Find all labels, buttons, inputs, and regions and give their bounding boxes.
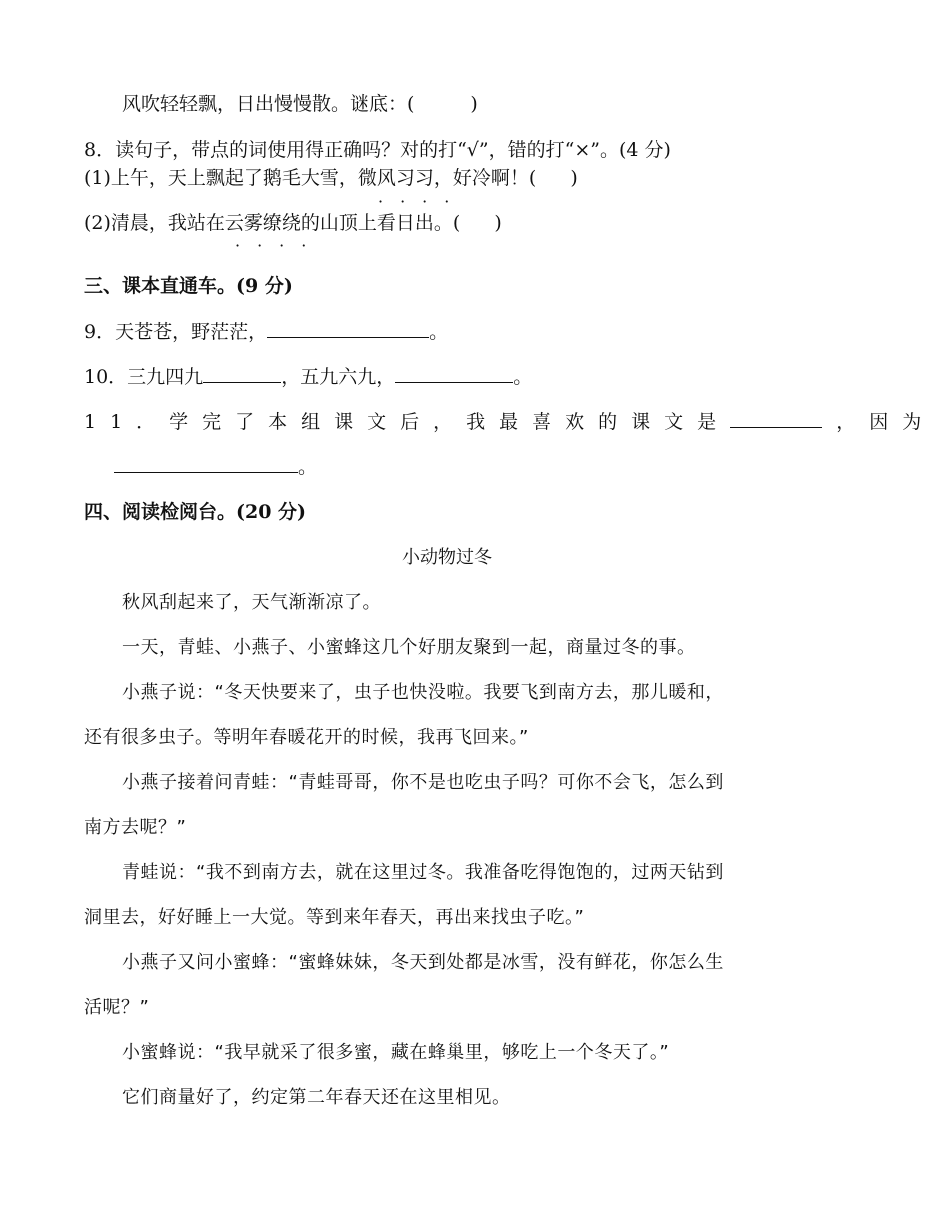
section-3-title: 三、课本直通车。(9 分) [84, 275, 293, 297]
item-2-text: (2)清晨，我站在云雾缭绕的山顶上看日出。( [84, 212, 461, 234]
q9-blank[interactable] [267, 319, 429, 338]
item-1-close: ) [570, 167, 578, 189]
q9-text: 9．天苍苍，野茫茫， [84, 321, 268, 343]
riddle-line [122, 92, 478, 116]
item-1-text: (1)上午，天上飘起了鹅毛大雪，微风习习，好冷啊！( [84, 167, 537, 189]
item-2-close: ) [494, 212, 502, 234]
q11-blank-2[interactable] [114, 454, 298, 473]
q11-blank-1[interactable] [730, 409, 822, 428]
q10-blank-1[interactable] [203, 364, 281, 383]
question-8-item-2 [84, 211, 502, 235]
section-4-title: 四、阅读检阅台。(20 分) [84, 501, 307, 523]
q9-end: 。 [429, 321, 449, 343]
q11-end: 。 [298, 456, 318, 478]
story-line: 青蛙说：“我不到南方去，就在这里过冬。我准备吃得饱饱的，过两天钻到 [122, 862, 724, 883]
question-9 [84, 319, 448, 344]
q11-mid: ，因为 [836, 411, 935, 433]
story-line: 活呢？” [84, 997, 150, 1018]
q10-blank-2[interactable] [395, 364, 513, 383]
emphasis-dots-2: ···· [235, 236, 324, 255]
story-line: 小燕子又问小蜜蜂：“蜜蜂妹妹，冬天到处都是冰雪，没有鲜花，你怎么生 [122, 952, 724, 973]
story-line: 秋风刮起来了，天气渐渐凉了。 [122, 592, 381, 613]
story-title: 小动物过冬 [402, 547, 492, 568]
story-line: 洞里去，好好睡上一大觉。等到来年春天，再出来找虫子吃。” [84, 907, 585, 928]
riddle-text: 风吹轻轻飘，日出慢慢散。谜底：( [122, 93, 415, 115]
question-10 [84, 364, 532, 389]
q10-text: 10．三九四九 [84, 366, 204, 388]
question-8-item-1 [84, 166, 578, 190]
q10-end: 。 [513, 366, 533, 388]
story-line: 还有很多虫子。等明年春暖花开的时候，我再飞回来。” [84, 727, 529, 748]
q10-mid: ，五九六九， [281, 366, 396, 388]
question-11-line-2 [114, 454, 317, 479]
story-line: 小燕子说：“冬天快要来了，虫子也快没啦。我要飞到南方去，那儿暖和， [122, 682, 724, 703]
question-8-title: 8．读句子，带点的词使用得正确吗？对的打“√”，错的打“×”。(4 分) [84, 139, 671, 161]
question-11 [84, 409, 935, 434]
story-line: 它们商量好了，约定第二年春天还在这里相见。 [122, 1087, 511, 1108]
emphasis-dots-1: ···· [378, 192, 467, 211]
story-line: 南方去呢？” [84, 817, 187, 838]
story-line: 小燕子接着问青蛙：“青蛙哥哥，你不是也吃虫子吗？可你不会飞，怎么到 [122, 772, 724, 793]
q11-text: 11．学完了本组课文后，我最喜欢的课文是 [84, 411, 731, 433]
story-line: 一天，青蛙、小燕子、小蜜蜂这几个好朋友聚到一起，商量过冬的事。 [122, 637, 696, 658]
riddle-close: ) [470, 93, 478, 115]
story-line: 小蜜蜂说：“我早就采了很多蜜，藏在蜂巢里，够吃上一个冬天了。” [122, 1042, 670, 1063]
